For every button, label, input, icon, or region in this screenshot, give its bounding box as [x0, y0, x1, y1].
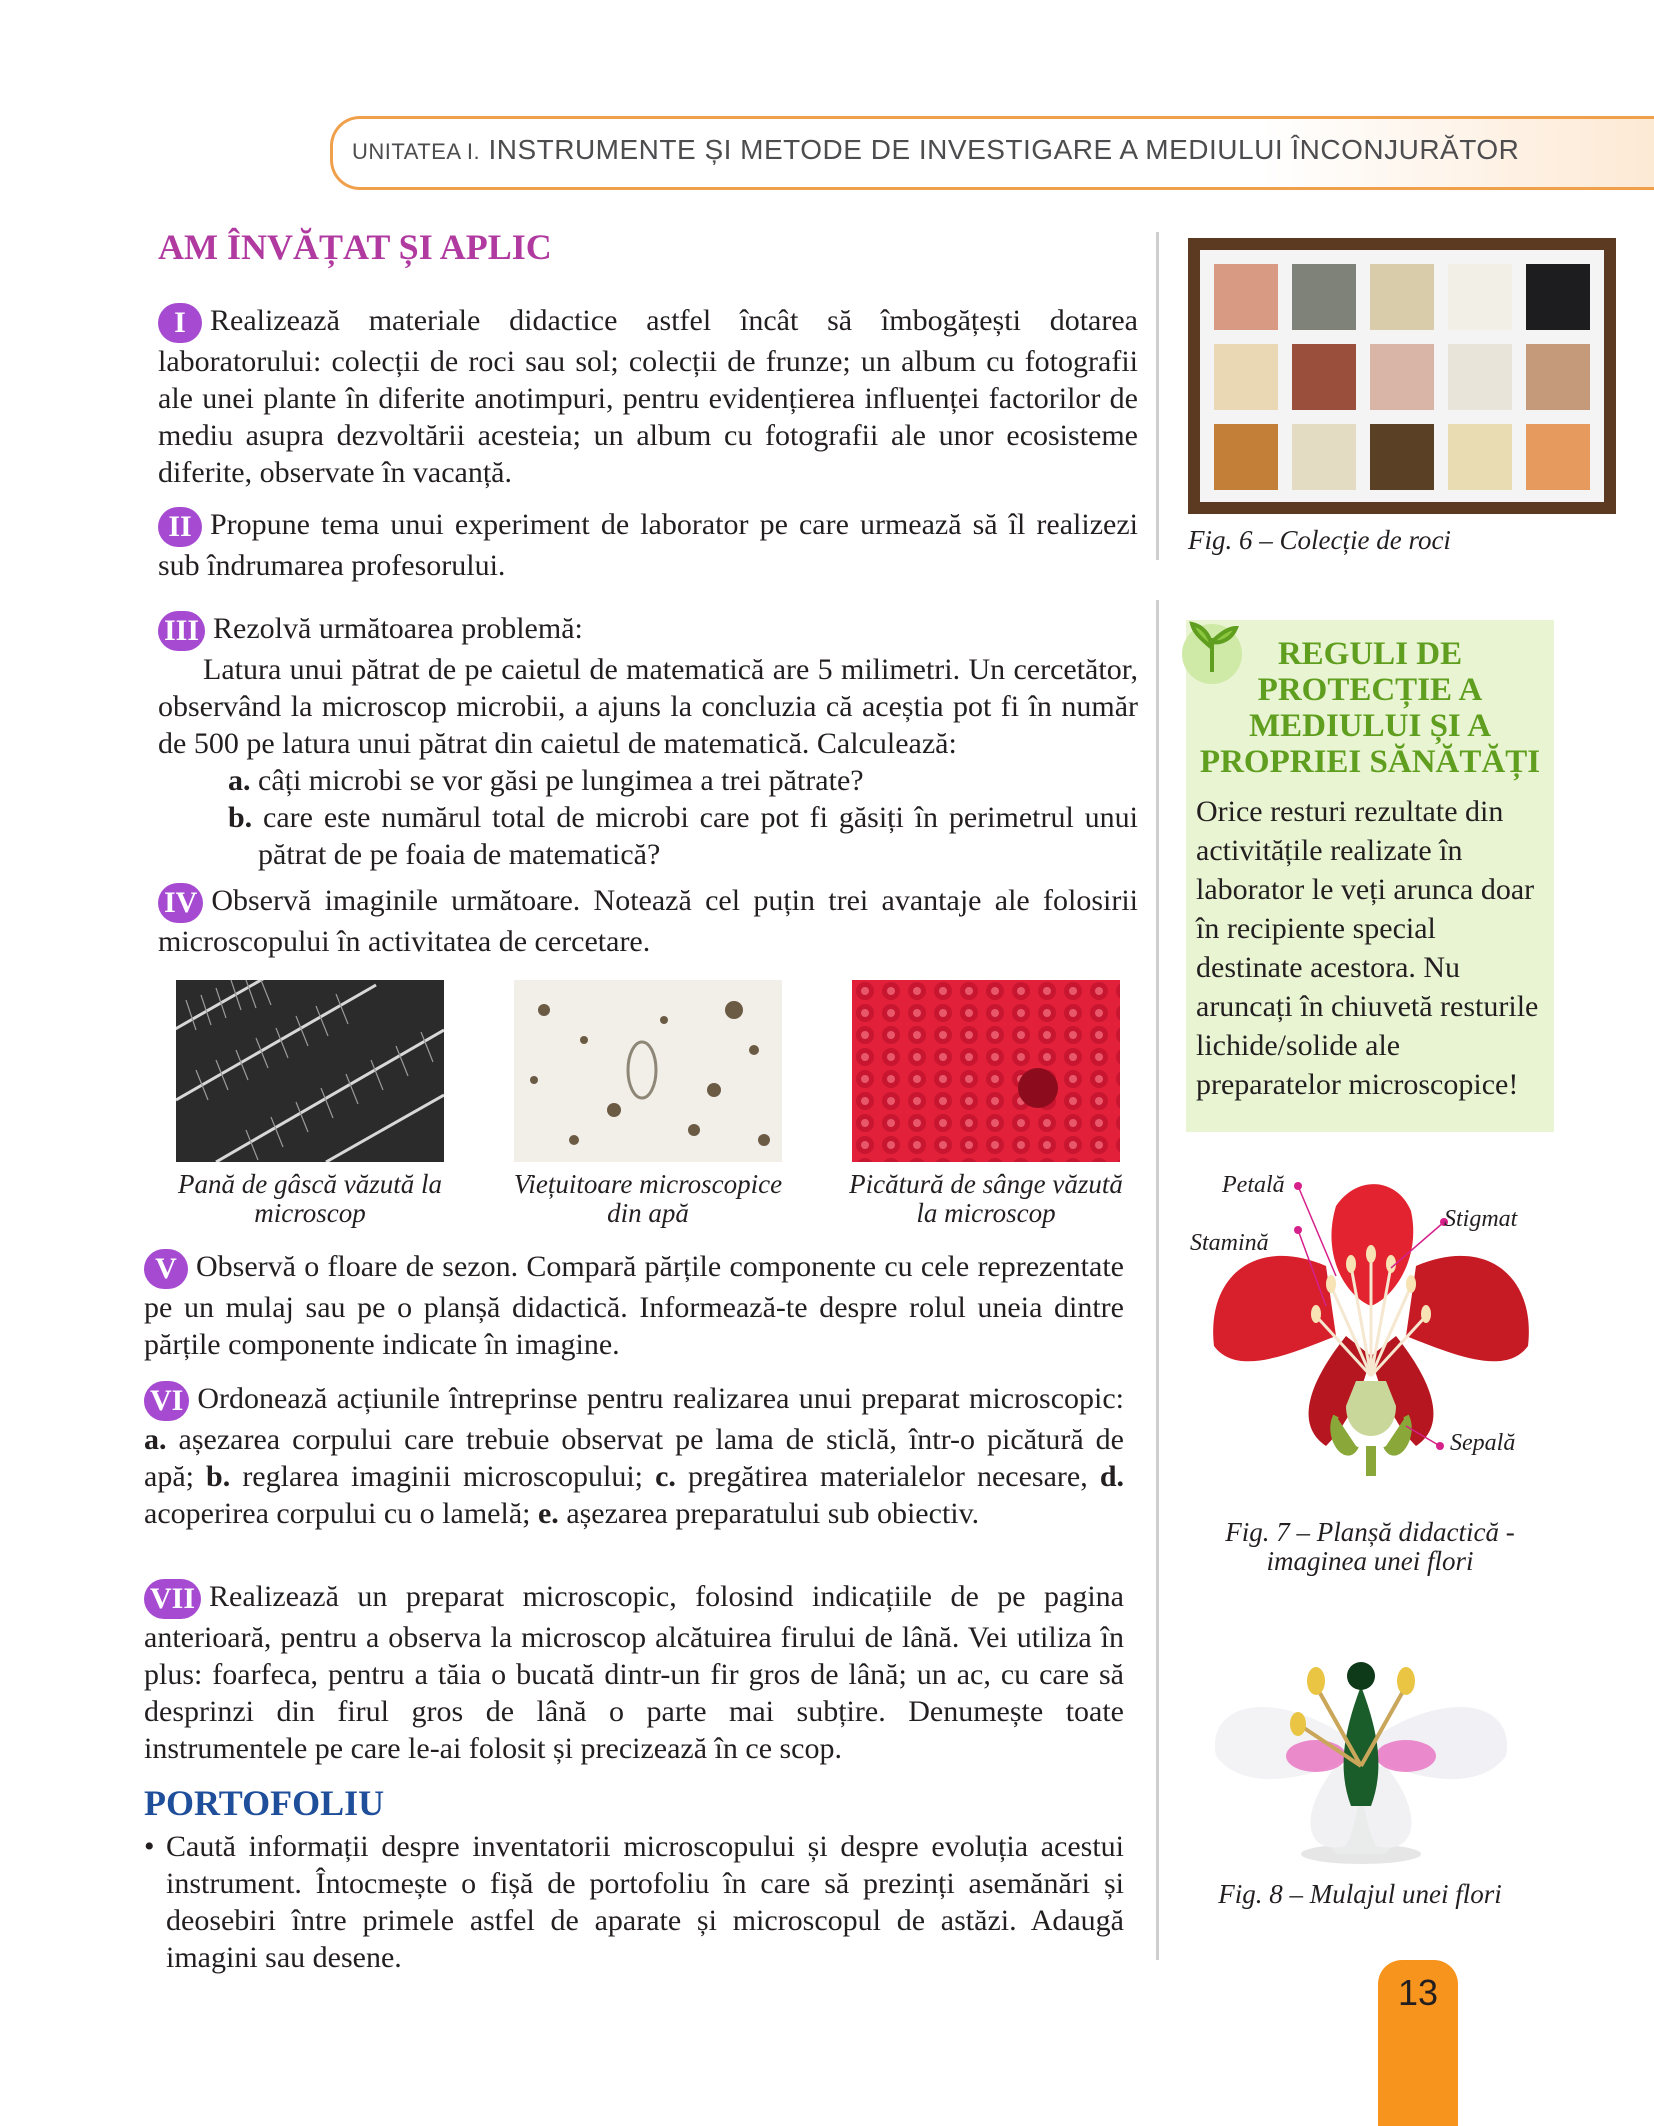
bullet: • [144, 1830, 155, 1863]
unit-label: UNITATEA I. [352, 139, 481, 164]
micro-caption-feather: Pană de gâscă văzută la microscop [178, 1169, 442, 1228]
item-text: pregătirea materialelor necesare, [675, 1460, 1100, 1494]
rules-title: REGULI DE PROTECȚIE A MEDIULUI ȘI A PROPRIEI SĂNĂTĂȚI [1199, 636, 1541, 780]
problem-item-b [158, 799, 1138, 873]
label-petala: Petală [1222, 1172, 1285, 1198]
section-title: AM ÎNVĂȚAT ȘI APLIC [158, 227, 552, 267]
label-sepala: Sepală [1450, 1430, 1516, 1456]
portfolio-item [144, 1828, 1124, 1976]
column-divider [1156, 232, 1159, 1960]
item-text: reglarea imaginii microscopului; [230, 1460, 656, 1494]
fig6-caption: Fig. 6 – Colecție de roci [1188, 525, 1451, 555]
exercise-text: Realizează un preparat microscopic, folosind indicațiile de pe pagina anterioară, pentru a observa la microscop alcătuirea firului de lână. Vei utiliza în plus: foarfeca, pentru a tăia o bucată dintr-un fir gros de lână; un ac, cu care să desprinzi din firul gros de lână o parte mai subțire. Denumește toate instrumentele pe care le-ai folosit și precizează în ce scop. [144, 1580, 1124, 1766]
item-text: câți microbi se vor găsi pe lungimea a trei pătrate? [258, 764, 864, 798]
item-label: b. [206, 1460, 231, 1494]
rock-collection-photo [1188, 238, 1616, 514]
exercise-text: Propune tema unui experiment de laborator pe care urmează să îl realizezi sub îndrumarea profesorului. [158, 508, 1138, 583]
exercise-i [158, 302, 1138, 491]
item-text: care este numărul total de microbi care pot fi găsiți în perimetrul unui pătrat de pe foaia de matematică? [258, 801, 1138, 872]
exercise-intro: Rezolvă următoarea problemă: [213, 612, 583, 645]
item-text: acoperirea corpului cu o lamelă; [144, 1497, 538, 1531]
exercise-text: Observă o floare de sezon. Compară părțile componente cu cele reprezentate pe un mulaj sau pe o planșă didactică. Informează-te despre rolul uneia dintre părțile componente indicate în imagine. [144, 1250, 1124, 1362]
micro-caption-blood: Picătură de sânge văzută la microscop [849, 1169, 1123, 1228]
item-text: așezarea corpului care trebuie observat pe lama de sticlă, într-o picătură de apă; [144, 1423, 1124, 1494]
exercise-badge: II [158, 507, 202, 547]
exercise-iii [158, 610, 1138, 873]
exercise-text: Observă imaginile următoare. Notează cel puțin trei avantaje ale folosirii microscopului în activitatea de cercetare. [158, 884, 1138, 959]
exercise-badge: I [158, 303, 202, 343]
exercise-text: Realizează materiale didactice astfel încât să îmbogățești dotarea laboratorului: colecții de roci sau sol; colecții de frunze; un album cu fotografii ale unei plante în diferite anotimpuri, pentru evidențierea influenței factorilor de mediu asupra dezvoltării acesteia; un album cu fotografii ale unor ecosisteme diferite, observate în vacanță. [158, 304, 1138, 490]
exercise-badge: VII [144, 1579, 201, 1619]
rules-text: Orice resturi rezultate din activitățile realizate în laborator le veți arunca doar în recipiente special destinate acestora. Nu aruncați în chiuvetă resturile lichide/solide ale preparatelor microscopice! [1196, 795, 1539, 1101]
column-divider-gap [1156, 560, 1159, 600]
problem-text: Latura unui pătrat de pe caietul de matematică are 5 milimetri. Un cercetător, observând la microscop microbii, a ajuns la concluzia că aceștia pot fi în număr de 500 pe latura unui pătrat din caietul de matematică. Calculează: [158, 653, 1138, 761]
item-text: așezarea preparatului sub obiectiv. [558, 1497, 980, 1531]
exercise-v [144, 1248, 1124, 1363]
exercise-badge: III [158, 611, 205, 651]
item-label: a. [228, 764, 251, 798]
label-stamina: Stamină [1190, 1230, 1269, 1256]
exercise-vi [144, 1380, 1124, 1532]
fig7-caption: Fig. 7 – Planșă didactică - imaginea unei flori [1225, 1517, 1515, 1576]
page-number: 13 [1397, 1972, 1439, 2013]
goose-feather-micrograph [176, 980, 444, 1162]
item-label: a. [144, 1423, 167, 1457]
blood-drop-micrograph [852, 980, 1120, 1162]
exercise-iv [158, 882, 1138, 960]
item-label: b. [228, 801, 253, 835]
unit-header [352, 134, 1519, 166]
problem-item-a [158, 762, 1138, 799]
exercise-text: Ordonează acțiunile întreprinse pentru realizarea unui preparat microscopic: [197, 1382, 1124, 1415]
exercise-badge: IV [158, 883, 203, 923]
item-label: c. [655, 1460, 676, 1494]
item-label: d. [1099, 1460, 1124, 1494]
exercise-badge: V [144, 1249, 188, 1289]
portfolio-text: Caută informații despre inventatorii microscopului și despre evoluția acestui instrument. Întocmește o fișă de portofoliu în care să prezinți asemănări și deosebiri între primele astfel de aparate și microscopul de astăzi. Adaugă imagini sau desene. [166, 1830, 1124, 1974]
water-microorganisms-micrograph [514, 980, 782, 1162]
flower-model-photo [1206, 1626, 1516, 1866]
item-label: e. [537, 1497, 559, 1531]
exercise-ii [158, 506, 1138, 584]
label-stigmat: Stigmat [1444, 1206, 1518, 1232]
exercise-badge: VI [144, 1381, 189, 1421]
micro-caption-water: Viețuitoare microscopice din apă [513, 1169, 783, 1228]
exercise-vii [144, 1578, 1124, 1767]
page-number-tab [1378, 1960, 1458, 2126]
portfolio-title: PORTOFOLIU [144, 1783, 385, 1823]
fig8-caption: Fig. 8 – Mulajul unei flori [1218, 1879, 1502, 1909]
unit-title: INSTRUMENTE ȘI METODE DE INVESTIGARE A MEDIULUI ÎNCONJURĂTOR [488, 134, 1520, 165]
